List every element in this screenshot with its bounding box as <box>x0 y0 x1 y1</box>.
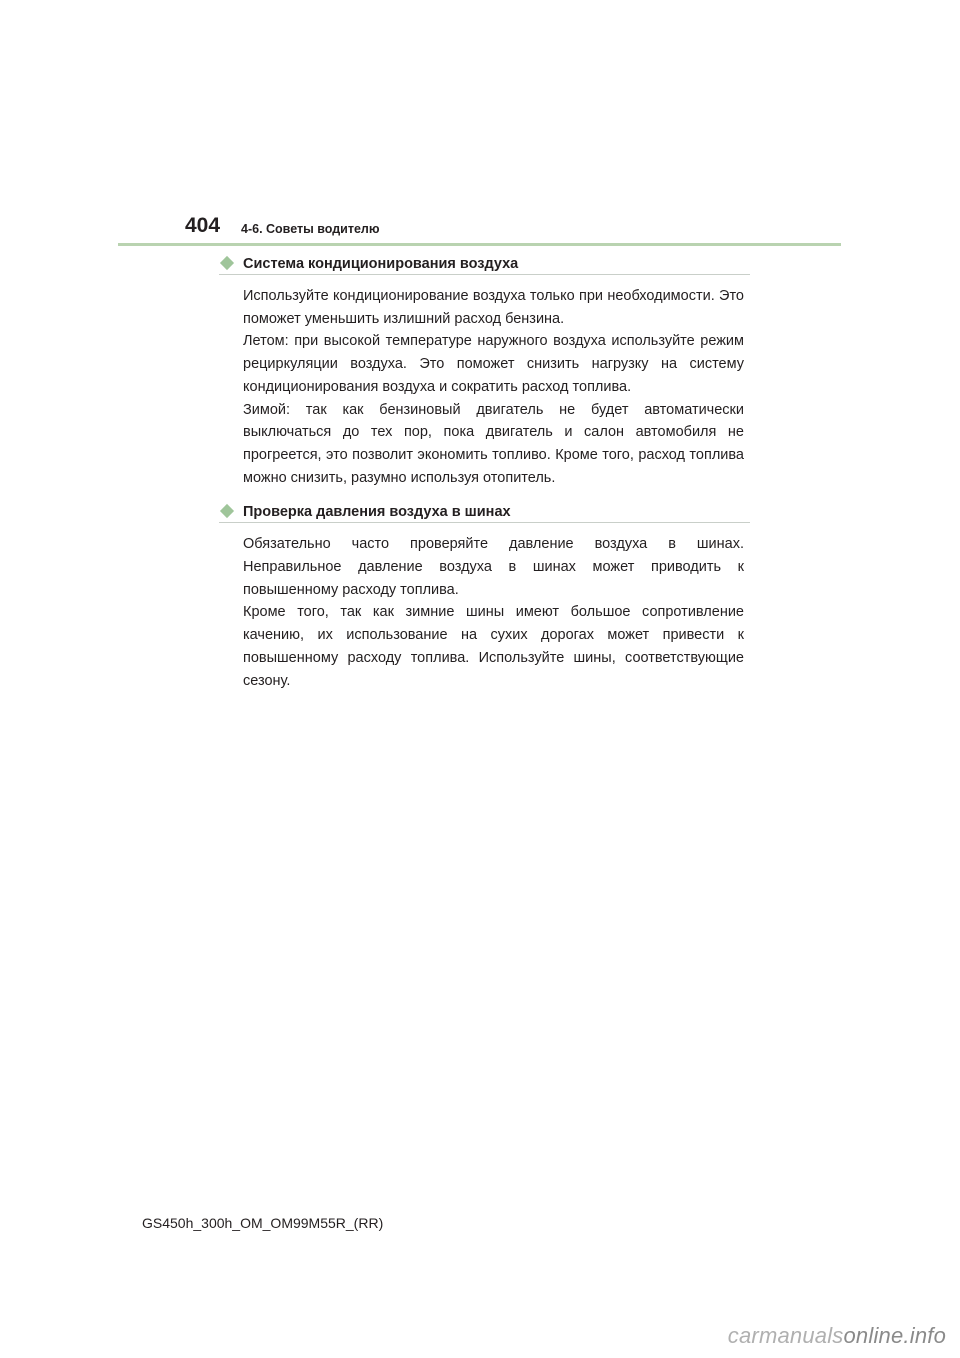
watermark <box>728 1323 946 1349</box>
diamond-bullet-icon <box>220 256 234 270</box>
paragraph: Летом: при высокой температуре наружного воздуха используйте режим рециркуляции воздуха. Это поможет снизить нагрузку на систему кондиционирования воздуха и сократить расход топлива. <box>243 333 744 395</box>
watermark-part1: carmanuals <box>727 1323 844 1348</box>
subsection-title: Проверка давления воздуха в шинах <box>243 504 511 521</box>
subsection-heading-air-conditioning <box>219 252 750 275</box>
section-title: 4-6. Советы водителю <box>241 222 380 236</box>
paragraph: Обязательно часто проверяйте давление воздуха в шинах. Неправильное давление воздуха в шинах может приводить к повышенному расходу топлива. <box>243 536 744 598</box>
subsection-title: Система кондиционирования воздуха <box>243 256 519 272</box>
watermark-part2: online.info <box>843 1323 946 1348</box>
diamond-bullet-icon <box>220 504 234 518</box>
page-content <box>219 252 750 692</box>
paragraph: Кроме того, так как зимние шины имеют большое сопротивление качению, их использование на сухих дорогах может привести к повышенному расходу топлива. Используйте шины, соответствующие сезону. <box>243 604 744 689</box>
paragraph: Используйте кондиционирование воздуха только при необходимости. Это поможет уменьшить излишний расход бензина. <box>243 288 744 327</box>
paragraph: Зимой: так как бензиновый двигатель не будет автоматически выключаться до тех пор, пока двигатель и салон автомобиля не прогреется, это позволит экономить топливо. Кроме того, расход топлива можно снизить, разумно используя отопитель. <box>243 401 744 486</box>
subsection-heading-tire-pressure <box>219 500 750 523</box>
page-number: 404 <box>185 214 221 237</box>
header-divider <box>118 243 841 246</box>
footer-manual-code: GS450h_300h_OM_OM99M55R_(RR) <box>142 1215 384 1231</box>
